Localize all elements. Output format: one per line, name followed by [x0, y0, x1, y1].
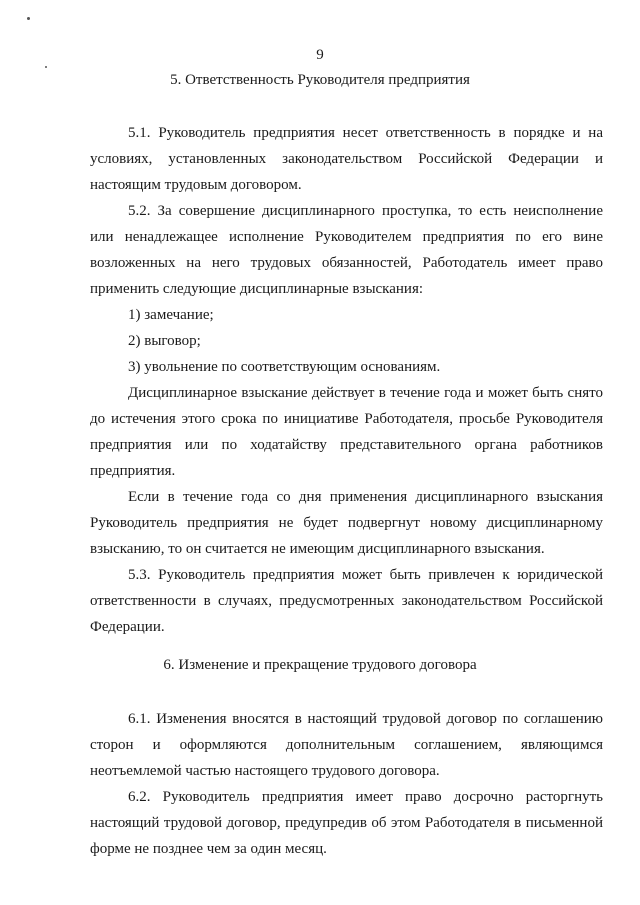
paragraph-5-1: 5.1. Руководитель предприятия несет ответственность в порядке и на условиях, установленных законодательством Российской Федерации и настоящим трудовым договором.	[90, 125, 603, 193]
paragraph-5-2: 5.2. За совершение дисциплинарного проступка, то есть неисполнение или ненадлежащее исполнение Руководителем предприятия по его вине возложенных на него трудовых обязанностей, Работодатель имеет право применить следующие дисциплинарные взыскания:	[90, 203, 603, 297]
paragraph-6-1: 6.1. Изменения вносятся в настоящий трудовой договор по соглашению сторон и оформляются дополнительным соглашением, являющимся неотъемлемой частью настоящего трудового договора.	[90, 711, 603, 779]
paragraph-5-3: 5.3. Руководитель предприятия может быть привлечен к юридической ответственности в случаях, предусмотренных законодательством Российской Федерации.	[90, 567, 603, 635]
list-item-3: 3) увольнение по соответствующим основаниям.	[128, 359, 441, 375]
section-6-title: 6. Изменение и прекращение трудового договора	[163, 657, 477, 673]
paragraph-6-2: 6.2. Руководитель предприятия имеет право досрочно расторгнуть настоящий трудовой договор, предупредив об этом Работодателя в письменной форме не позднее чем за один месяц.	[90, 789, 603, 857]
list-item-1: 1) замечание;	[128, 307, 214, 323]
paragraph-penalty-duration: Дисциплинарное взыскание действует в течение года и может быть снято до истечения этого срока по инициативе Работодателя, просьбе Руководителя предприятия или по ходатайству представительного органа работников предприятия.	[90, 385, 603, 479]
section-6-body	[90, 706, 603, 862]
list-item-2: 2) выговор;	[128, 333, 201, 349]
section-5-title: 5. Ответственность Руководителя предприятия	[170, 72, 470, 88]
section-5-body	[90, 120, 603, 640]
page-number: 9	[316, 47, 324, 63]
paragraph-penalty-expiry: Если в течение года со дня применения дисциплинарного взыскания Руководитель предприятия не будет подвергнут новому дисциплинарному взысканию, то он считается не имеющим дисциплинарного взыскания.	[90, 489, 603, 557]
scan-speck	[45, 66, 47, 68]
scan-speck	[27, 17, 30, 20]
